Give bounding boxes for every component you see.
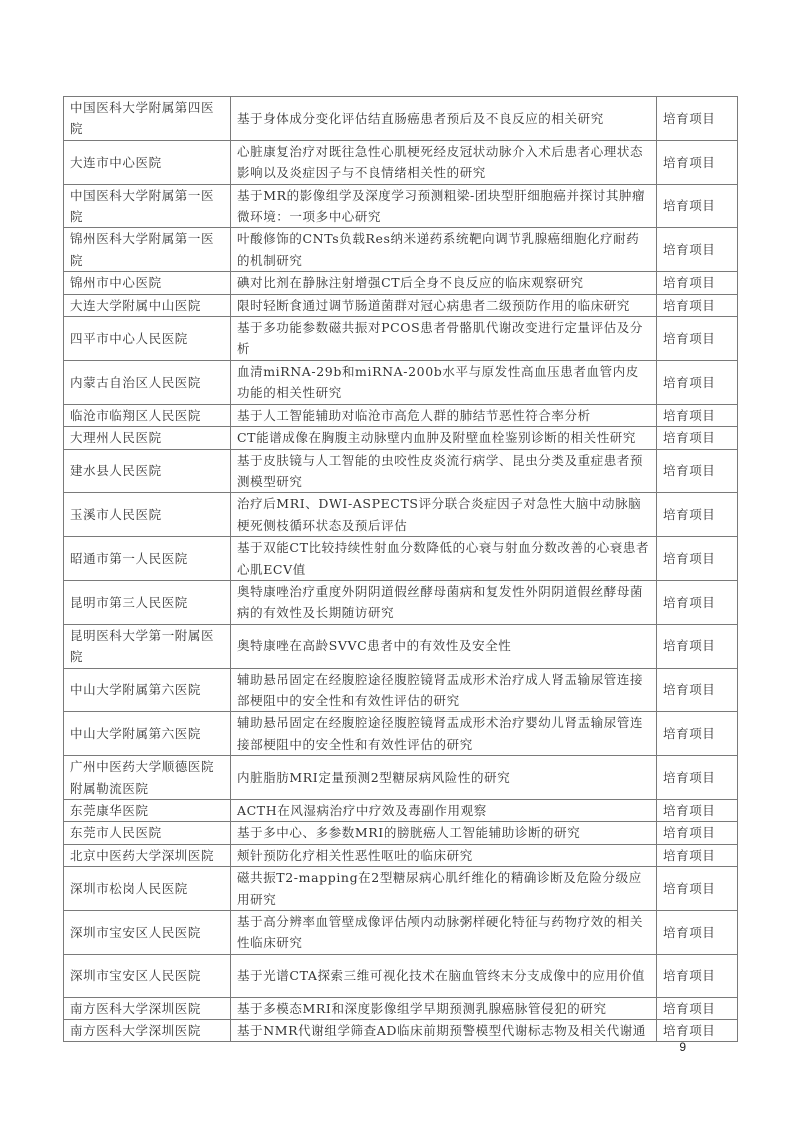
table-row	[64, 580, 738, 624]
project-type-cell: 培育项目	[657, 360, 738, 404]
hospital-cell: 深圳市松岗人民医院	[64, 867, 231, 911]
project-title-cell: ACTH在风湿病治疗中疗效及毒副作用观察	[231, 800, 657, 822]
page-number: 9	[679, 1040, 686, 1054]
project-type-cell: 培育项目	[657, 867, 738, 911]
project-type-cell: 培育项目	[657, 580, 738, 624]
project-title-cell: 基于MR的影像组学及深度学习预测粗梁-团块型肝细胞癌并探讨其肿瘤微环境：一项多中心研究	[231, 184, 657, 228]
project-type-cell: 培育项目	[657, 997, 738, 1019]
table-row	[64, 317, 738, 361]
table-row	[64, 272, 738, 294]
project-type-cell: 培育项目	[657, 404, 738, 426]
hospital-cell: 建水县人民医院	[64, 449, 231, 493]
project-title-cell: 内脏脂肪MRI定量预测2型糖尿病风险性的研究	[231, 756, 657, 800]
hospital-cell: 中山大学附属第六医院	[64, 712, 231, 756]
hospital-cell: 玉溪市人民医院	[64, 493, 231, 537]
project-title-cell: 基于光谱CTA探索三维可视化技术在脑血管终末分支成像中的应用价值	[231, 954, 657, 997]
table-row	[64, 294, 738, 316]
hospital-cell: 东莞康华医院	[64, 800, 231, 822]
project-title-cell: 奥特康唑在高龄SVVC患者中的有效性及安全性	[231, 624, 657, 668]
project-title-cell: 叶酸修饰的CNTs负载Res纳米递药系统靶向调节乳腺癌细胞化疗耐药的机制研究	[231, 228, 657, 272]
table-row	[64, 140, 738, 184]
project-type-cell: 培育项目	[657, 140, 738, 184]
project-type-cell: 培育项目	[657, 272, 738, 294]
project-type-cell: 培育项目	[657, 844, 738, 866]
hospital-cell: 北京中医药大学深圳医院	[64, 844, 231, 866]
table-row	[64, 712, 738, 756]
hospital-cell: 南方医科大学深圳医院	[64, 997, 231, 1019]
hospital-cell: 锦州医科大学附属第一医院	[64, 228, 231, 272]
project-type-cell: 培育项目	[657, 1020, 738, 1042]
hospital-cell: 大连市中心医院	[64, 140, 231, 184]
hospital-cell: 中国医科大学附属第四医院	[64, 97, 231, 141]
project-table-body	[64, 97, 738, 1042]
project-type-cell: 培育项目	[657, 911, 738, 955]
hospital-cell: 大连大学附属中山医院	[64, 294, 231, 316]
project-title-cell: 基于人工智能辅助对临沧市高危人群的肺结节恶性符合率分析	[231, 404, 657, 426]
project-type-cell: 培育项目	[657, 97, 738, 141]
project-title-cell: 奥特康唑治疗重度外阴阴道假丝酵母菌病和复发性外阴阴道假丝酵母菌病的有效性及长期随访研究	[231, 580, 657, 624]
project-title-cell: 基于NMR代谢组学筛查AD临床前期预警模型代谢标志物及相关代谢通	[231, 1020, 657, 1042]
hospital-cell: 昭通市第一人民医院	[64, 537, 231, 581]
hospital-cell: 南方医科大学深圳医院	[64, 1020, 231, 1042]
project-type-cell: 培育项目	[657, 294, 738, 316]
project-title-cell: 基于多模态MRI和深度影像组学早期预测乳腺癌脉管侵犯的研究	[231, 997, 657, 1019]
hospital-cell: 锦州市中心医院	[64, 272, 231, 294]
project-title-cell: 基于多功能参数磁共振对PCOS患者骨骼肌代谢改变进行定量评估及分析	[231, 317, 657, 361]
project-type-cell: 培育项目	[657, 184, 738, 228]
hospital-cell: 内蒙古自治区人民医院	[64, 360, 231, 404]
table-row	[64, 668, 738, 712]
project-type-cell: 培育项目	[657, 228, 738, 272]
project-type-cell: 培育项目	[657, 537, 738, 581]
table-row	[64, 954, 738, 997]
table-row	[64, 1020, 738, 1042]
project-type-cell: 培育项目	[657, 756, 738, 800]
table-row	[64, 800, 738, 822]
project-title-cell: 基于双能CT比较持续性射血分数降低的心衰与射血分数改善的心衰患者心肌ECV值	[231, 537, 657, 581]
project-title-cell: 治疗后MRI、DWI-ASPECTS评分联合炎症因子对急性大脑中动脉脑梗死侧枝循环状态及预后评估	[231, 493, 657, 537]
table-row	[64, 184, 738, 228]
project-type-cell: 培育项目	[657, 712, 738, 756]
project-type-cell: 培育项目	[657, 800, 738, 822]
table-row	[64, 624, 738, 668]
table-row	[64, 756, 738, 800]
project-type-cell: 培育项目	[657, 954, 738, 997]
hospital-cell: 四平市中心人民医院	[64, 317, 231, 361]
hospital-cell: 昆明市第三人民医院	[64, 580, 231, 624]
hospital-cell: 广州中医药大学顺德医院附属勒流医院	[64, 756, 231, 800]
table-row	[64, 228, 738, 272]
hospital-cell: 深圳市宝安区人民医院	[64, 954, 231, 997]
project-type-cell: 培育项目	[657, 317, 738, 361]
project-type-cell: 培育项目	[657, 427, 738, 449]
project-title-cell: 基于高分辨率血管壁成像评估颅内动脉粥样硬化特征与药物疗效的相关性临床研究	[231, 911, 657, 955]
project-title-cell: 基于多中心、多参数MRI的膀胱癌人工智能辅助诊断的研究	[231, 822, 657, 844]
project-title-cell: 辅助悬吊固定在经腹腔途径腹腔镜肾盂成形术治疗婴幼儿肾盂输尿管连接部梗阻中的安全性和有效性评估的研究	[231, 712, 657, 756]
hospital-cell: 临沧市临翔区人民医院	[64, 404, 231, 426]
project-title-cell: 限时轻断食通过调节肠道菌群对冠心病患者二级预防作用的临床研究	[231, 294, 657, 316]
project-type-cell: 培育项目	[657, 449, 738, 493]
project-title-cell: 颊针预防化疗相关性恶性呕吐的临床研究	[231, 844, 657, 866]
project-title-cell: 磁共振T2-mapping在2型糖尿病心肌纤维化的精确诊断及危险分级应用研究	[231, 867, 657, 911]
table-row	[64, 360, 738, 404]
project-title-cell: CT能谱成像在胸腹主动脉壁内血肿及附壁血栓鉴别诊断的相关性研究	[231, 427, 657, 449]
project-type-cell: 培育项目	[657, 493, 738, 537]
project-type-cell: 培育项目	[657, 624, 738, 668]
project-title-cell: 辅助悬吊固定在经腹腔途径腹腔镜肾盂成形术治疗成人肾盂输尿管连接部梗阻中的安全性和有效性评估的研究	[231, 668, 657, 712]
table-row	[64, 427, 738, 449]
project-title-cell: 血清miRNA-29b和miRNA-200b水平与原发性高血压患者血管内皮功能的相关性研究	[231, 360, 657, 404]
hospital-cell: 中国医科大学附属第一医院	[64, 184, 231, 228]
hospital-cell: 东莞市人民医院	[64, 822, 231, 844]
table-row	[64, 867, 738, 911]
hospital-cell: 昆明医科大学第一附属医院	[64, 624, 231, 668]
table-row	[64, 911, 738, 955]
project-table	[63, 96, 738, 1042]
project-type-cell: 培育项目	[657, 822, 738, 844]
project-type-cell: 培育项目	[657, 668, 738, 712]
project-title-cell: 基于皮肤镜与人工智能的虫咬性皮炎流行病学、昆虫分类及重症患者预测模型研究	[231, 449, 657, 493]
table-row	[64, 822, 738, 844]
project-title-cell: 碘对比剂在静脉注射增强CT后全身不良反应的临床观察研究	[231, 272, 657, 294]
table-row	[64, 844, 738, 866]
table-row	[64, 404, 738, 426]
project-title-cell: 基于身体成分变化评估结直肠癌患者预后及不良反应的相关研究	[231, 97, 657, 141]
project-title-cell: 心脏康复治疗对既往急性心肌梗死经皮冠状动脉介入术后患者心理状态影响以及炎症因子与不良情绪相关性的研究	[231, 140, 657, 184]
hospital-cell: 中山大学附属第六医院	[64, 668, 231, 712]
table-row	[64, 449, 738, 493]
hospital-cell: 深圳市宝安区人民医院	[64, 911, 231, 955]
table-row	[64, 493, 738, 537]
table-row	[64, 537, 738, 581]
table-row	[64, 997, 738, 1019]
hospital-cell: 大理州人民医院	[64, 427, 231, 449]
table-row	[64, 97, 738, 141]
